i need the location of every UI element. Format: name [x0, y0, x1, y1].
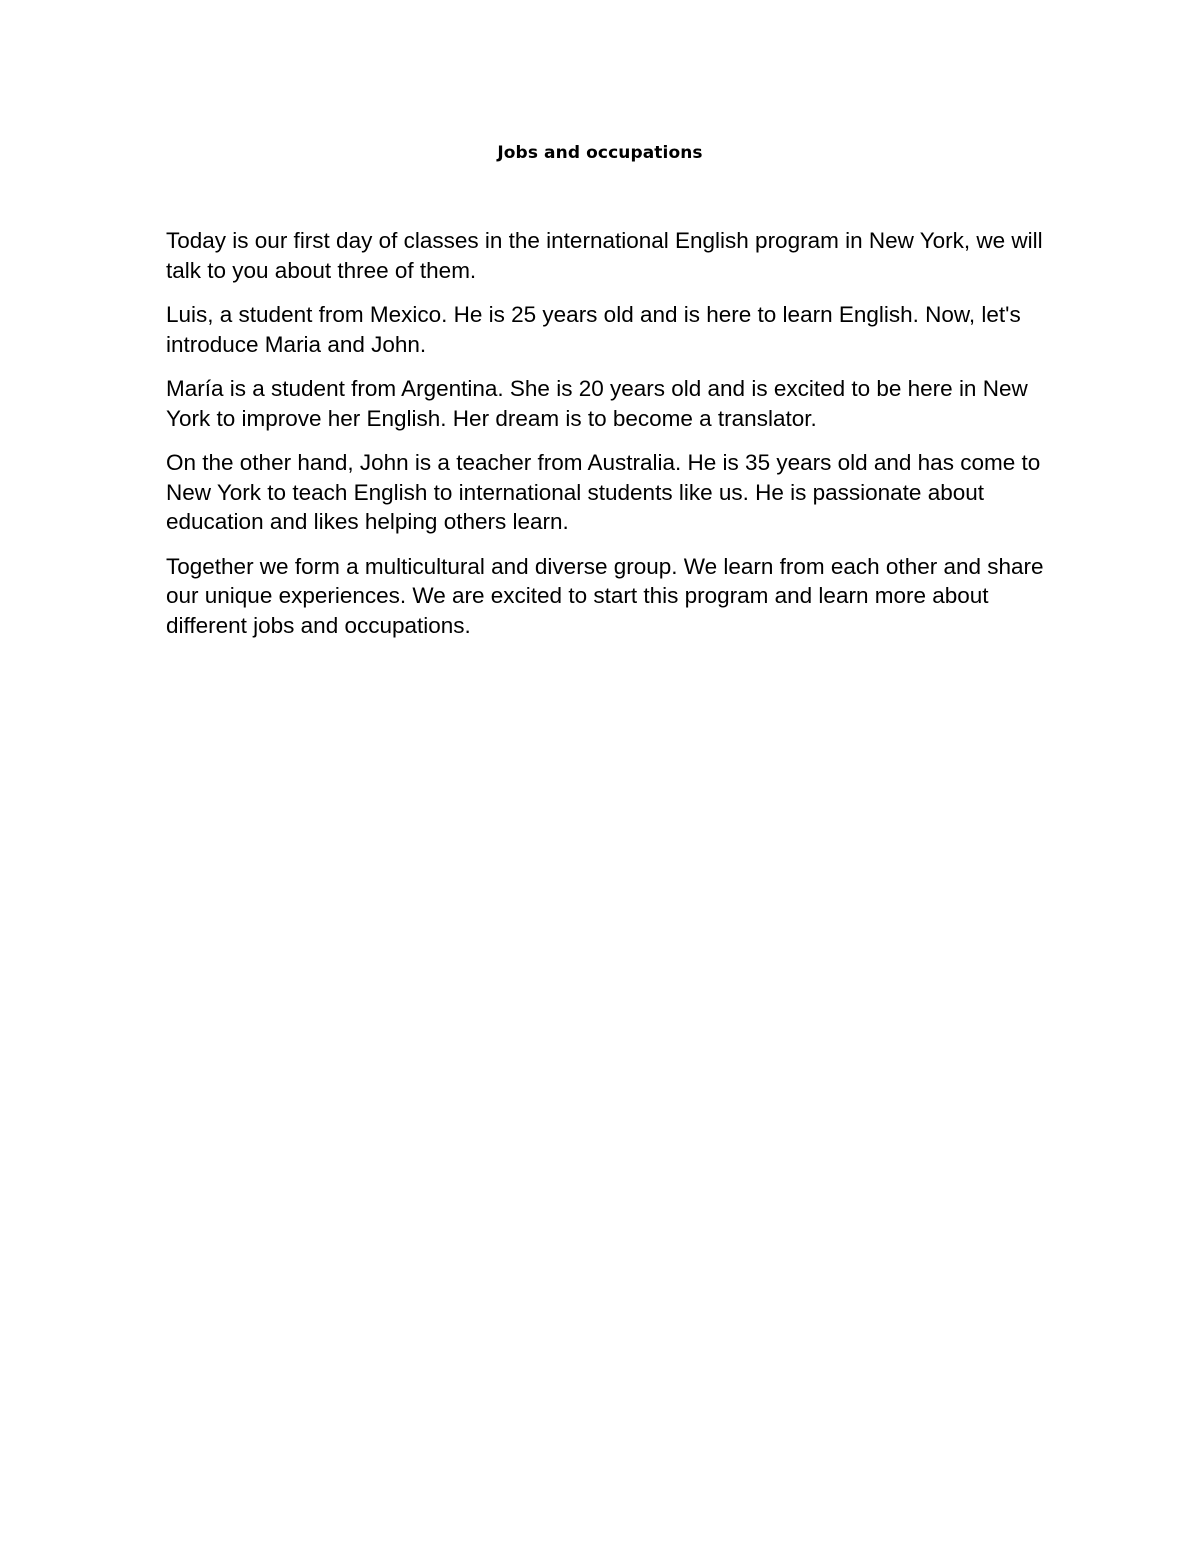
- document-body: [166, 226, 1046, 655]
- paragraph-john: On the other hand, John is a teacher from Australia. He is 35 years old and has come to New York to teach English to international students like us. He is passionate about education and likes helping others learn.: [166, 450, 1041, 534]
- paragraph-together: Together we form a multicultural and diverse group. We learn from each other and share our unique experiences. We are excited to start this program and learn more about different jobs and occupations.: [166, 553, 1044, 638]
- paragraph-maria: María is a student from Argentina. She is 20 years old and is excited to be here in New York to improve her English. Her dream is to become a translator.: [166, 376, 1028, 431]
- document-title: Jobs and occupations: [497, 143, 703, 163]
- paragraph-luis: Luis, a student from Mexico. He is 25 years old and is here to learn English. Now, let's introduce Maria and John.: [166, 302, 1021, 357]
- paragraph-intro: Today is our first day of classes in the international English program in New York, we will talk to you about three of them.: [166, 228, 1043, 283]
